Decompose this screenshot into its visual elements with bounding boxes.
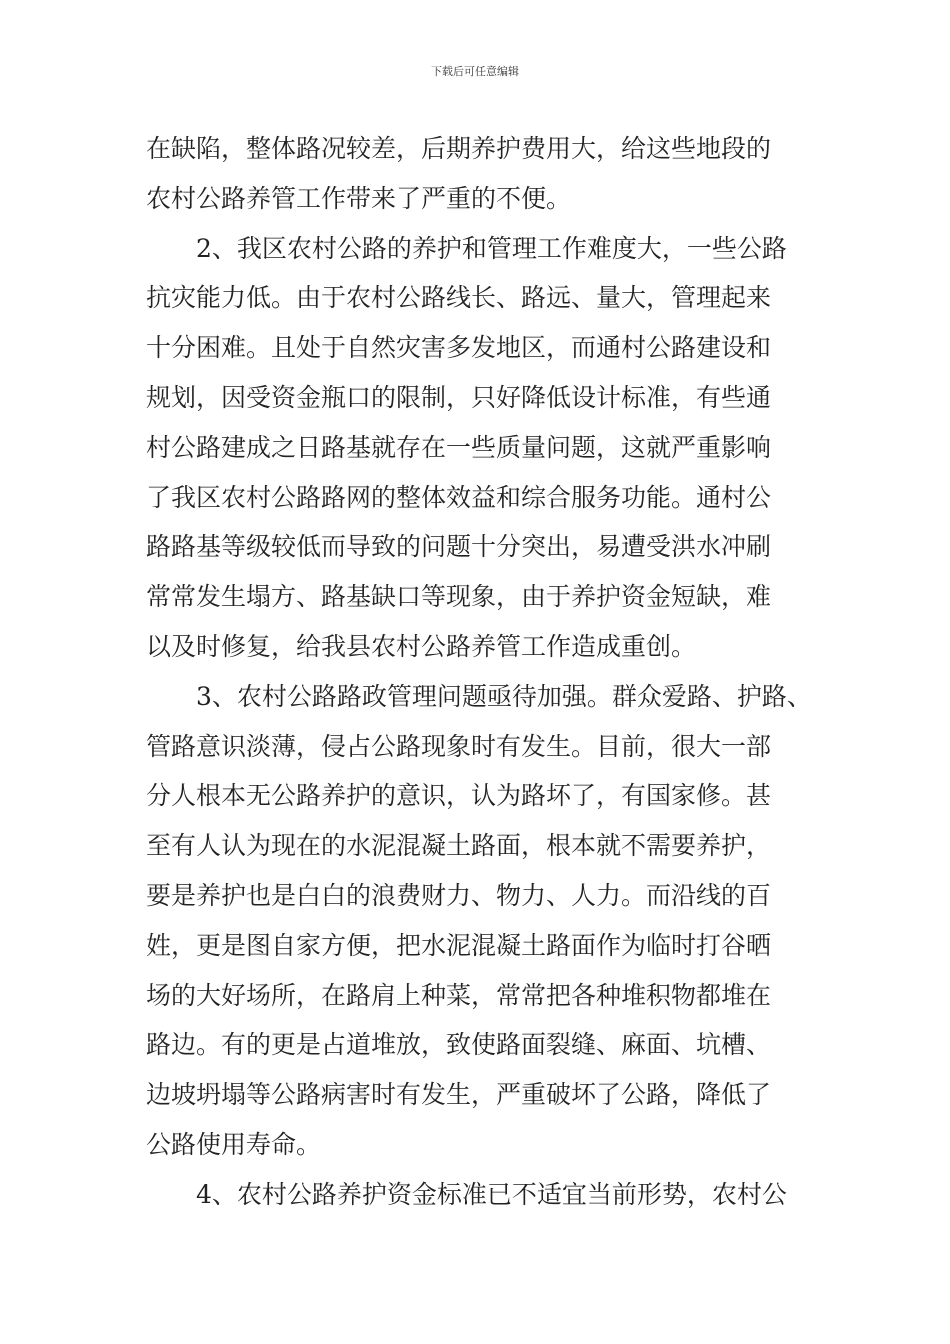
text-line: 在缺陷，整体路况较差，后期养护费用大，给这些地段的: [146, 134, 772, 163]
text-line: 姓，更是图自家方便，把水泥混凝土路面作为临时打谷晒: [146, 930, 772, 960]
text-line: 规划，因受资金瓶口的限制，只好降低设计标准，有些通: [146, 382, 772, 412]
text-line: 公路使用寿命。: [146, 1129, 322, 1159]
text-line: 至有人认为现在的水泥混凝土路面，根本就不需要养护，: [146, 831, 772, 861]
text-line: 4、农村公路养护资金标准已不适宜当前形势，农村公: [146, 1179, 787, 1209]
text-line: 十分困难。且处于自然灾害多发地区，而通村公路建设和: [146, 333, 772, 363]
page-header: 下载后可任意编辑: [431, 65, 519, 78]
text-line: 农村公路养管工作带来了严重的不便。: [146, 183, 572, 213]
text-line: 3、农村公路路政管理问题亟待加强。群众爱路、护路、: [146, 681, 812, 711]
text-line: 要是养护也是白白的浪费财力、物力、人力。而沿线的百: [146, 880, 772, 910]
text-line: 边坡坍塌等公路病害时有发生，严重破坏了公路，降低了: [146, 1080, 772, 1110]
text-line: 以及时修复，给我县农村公路养管工作造成重创。: [146, 631, 697, 661]
body-text: [146, 124, 846, 1220]
text-line: 分人根本无公路养护的意识，认为路坏了，有国家修。甚: [146, 781, 772, 811]
text-line: 了我区农村公路路网的整体效益和综合服务功能。通村公: [146, 482, 772, 512]
text-line: 村公路建成之日路基就存在一些质量问题，这就严重影响: [146, 432, 772, 462]
text-line: 场的大好场所，在路肩上种菜，常常把各种堆积物都堆在: [146, 980, 772, 1010]
text-line: 管路意识淡薄，侵占公路现象时有发生。目前，很大一部: [146, 731, 772, 761]
text-line: 常常发生塌方、路基缺口等现象，由于养护资金短缺，难: [146, 582, 772, 612]
text-line: 2、我区农村公路的养护和管理工作难度大，一些公路: [146, 233, 787, 263]
text-line: 路边。有的更是占道堆放，致使路面裂缝、麻面、坑槽、: [146, 1030, 772, 1060]
text-line: 路路基等级较低而导致的问题十分突出，易遭受洪水冲刷: [146, 532, 772, 562]
text-line: 抗灾能力低。由于农村公路线长、路远、量大，管理起来: [146, 283, 772, 313]
